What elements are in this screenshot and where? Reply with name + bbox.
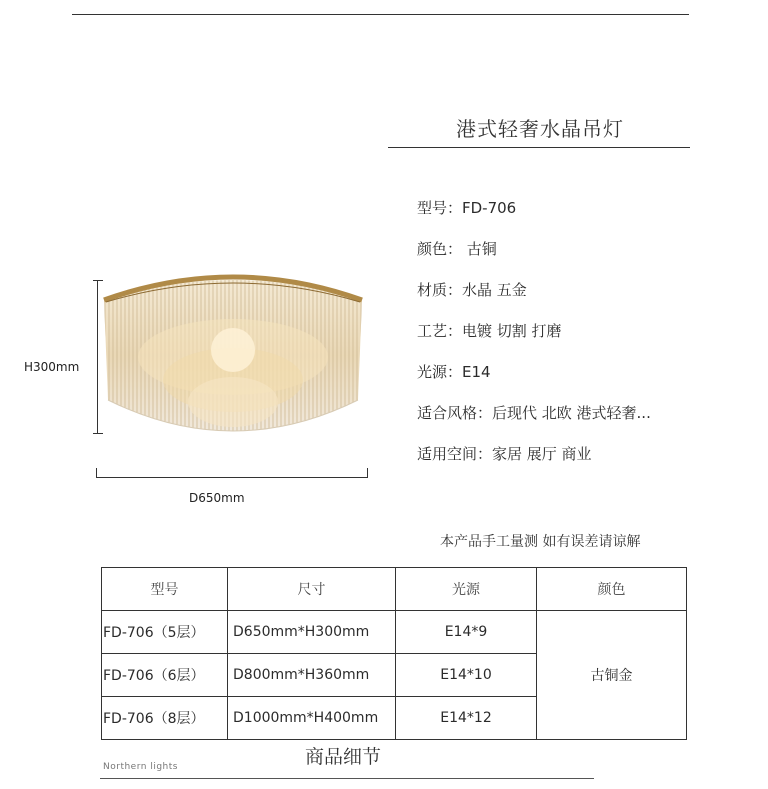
spec-light-source: 光源：E14 <box>417 363 491 381</box>
cell-model: FD-706（5层） <box>102 611 228 654</box>
cell-size: D800mm*H360mm <box>228 654 396 697</box>
height-dimension-line <box>93 280 103 434</box>
measurement-note: 本产品手工量测 如有误差请谅解 <box>440 534 641 550</box>
spec-model: 型号：FD-706 <box>417 199 517 217</box>
height-label: H300mm <box>24 360 80 374</box>
cell-light-source: E14*12 <box>396 697 537 740</box>
top-divider <box>72 14 689 15</box>
spec-color: 颜色： 古铜 <box>417 240 497 258</box>
spec-style: 适合风格：后现代 北欧 港式轻奢... <box>417 404 651 422</box>
cell-model: FD-706（6层） <box>102 654 228 697</box>
spec-table <box>101 567 687 740</box>
chandelier-image <box>96 262 371 457</box>
title-underline <box>388 147 690 148</box>
header-color: 颜色 <box>537 568 687 611</box>
spec-material: 材质：水晶 五金 <box>417 281 527 299</box>
cell-size: D650mm*H300mm <box>228 611 396 654</box>
spec-craft: 工艺：电镀 切割 打磨 <box>417 322 562 340</box>
header-model: 型号 <box>102 568 228 611</box>
product-title: 港式轻奢水晶吊灯 <box>456 117 624 141</box>
spec-space: 适用空间：家居 展厅 商业 <box>417 445 592 463</box>
cell-light-source: E14*9 <box>396 611 537 654</box>
cell-model: FD-706（8层） <box>102 697 228 740</box>
section-title: 商品细节 <box>305 746 382 768</box>
diameter-dimension-line <box>96 468 368 478</box>
footer-divider <box>100 778 594 779</box>
cell-color: 古铜金 <box>537 611 687 740</box>
section-subtitle: Northern lights <box>103 762 178 772</box>
cell-size: D1000mm*H400mm <box>228 697 396 740</box>
table-header-row <box>102 568 687 611</box>
diameter-label: D650mm <box>189 491 245 505</box>
header-size: 尺寸 <box>228 568 396 611</box>
cell-light-source: E14*10 <box>396 654 537 697</box>
table-row <box>102 611 687 654</box>
header-light-source: 光源 <box>396 568 537 611</box>
